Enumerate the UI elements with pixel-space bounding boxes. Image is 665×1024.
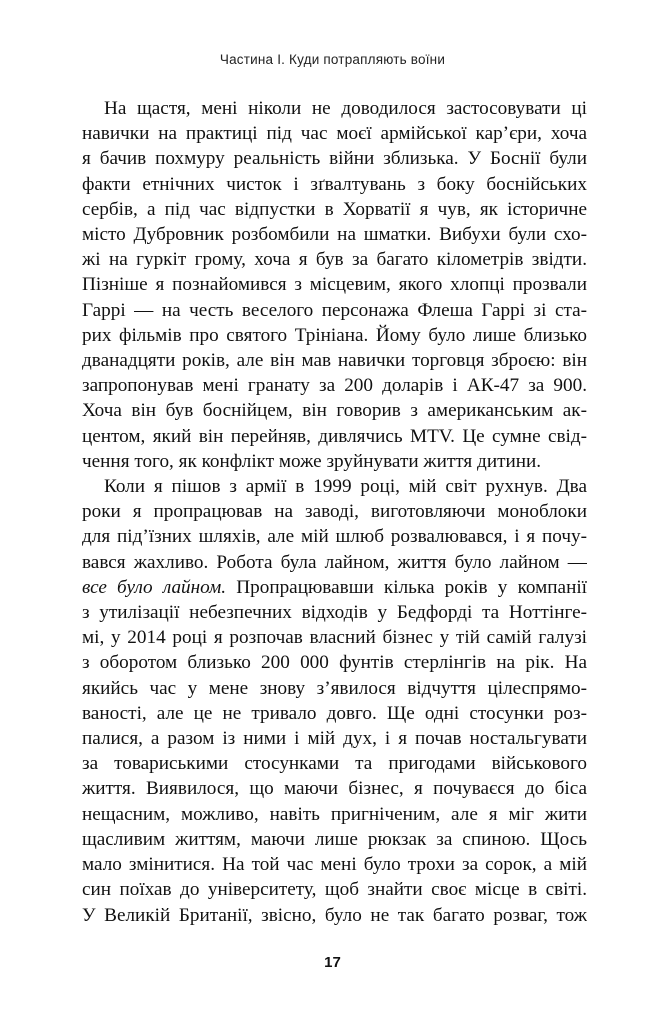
paragraph-1: [82, 96, 587, 474]
text-line: На щастя, мені ніколи не доводилося застосовувати ці: [104, 98, 587, 119]
text-line: вався жахливо. Робота була лайном, життя було лайном —: [82, 551, 587, 573]
text-line: факти етнічних чисток і зґвалтувань з боку боснійських: [82, 173, 587, 195]
text-line: чення того, як конфлікт може зруйнувати життя дитини.: [82, 450, 542, 472]
text-line: нещасним, можливо, навіть пригніченим, але я міг жити: [82, 803, 587, 825]
text-line-with-italic: [82, 575, 587, 600]
text-line: місто Дубровник розбомбили на шматки. Вибухи були схо-: [82, 224, 587, 246]
text-line: роки я пропрацював на заводі, виготовляючи моноблоки: [82, 501, 587, 523]
text-line: Гаррі — на честь веселого персонажа Флеша Гаррі зі ста-: [82, 299, 587, 321]
text-line: запропонував мені гранату за 200 доларів і АК-47 за 900.: [82, 375, 587, 397]
body-text: [82, 96, 587, 928]
text-line: сербів, а під час відпустки в Хорватії я чув, як історичне: [82, 198, 587, 220]
text-line-rest: Пропрацювавши кілька років у компанії: [226, 576, 587, 598]
text-line: рих фільмів про святого Трініана. Йому було лише близько: [82, 324, 587, 346]
text-line: з оборотом близько 200 000 фунтів стерлінгів на рік. На: [82, 652, 587, 674]
text-line: життя. Виявилося, що маючи бізнес, я почуваєся до біса: [82, 778, 587, 800]
text-line: з утилізації небезпечних відходів у Бедфорді та Ноттінге-: [82, 602, 587, 624]
text-line: якийсь час у мене знову з’явилося відчуття цілеспрямо-: [82, 677, 587, 699]
text-line: ваності, але це не тривало довго. Ще одні стосунки роз-: [82, 702, 587, 724]
text-line: палися, а разом із ними і мій дух, і я почав ностальгувати: [82, 728, 587, 750]
text-line: мі, у 2014 році я розпочав власний бізнес у тій самій галузі: [82, 627, 587, 649]
text-line: жі на гуркіт грому, хоча я був за багато кілометрів звідти.: [82, 249, 587, 271]
text-line: мало змінитися. На той час мені було трохи за сорок, а мій: [82, 854, 587, 876]
text-line: дванадцяти років, але він мав навички торговця зброєю: він: [82, 350, 587, 372]
text-line: син поїхав до університету, щоб знайти своє місце в світі.: [82, 879, 587, 901]
text-line: за товариськими стосунками та пригодами військового: [82, 753, 587, 775]
text-line: центом, який він перейняв, дивлячись MTV. Це сумне свід-: [82, 425, 587, 447]
text-line: для під’їзних шляхів, але мій шлюб розвалювався, і я почу-: [82, 526, 587, 548]
text-line: щасливим життям, маючи лише рюкзак за спиною. Щось: [82, 828, 587, 850]
page-number: 17: [324, 954, 341, 971]
text-line: У Великій Британії, звісно, було не так багато розваг, тож: [82, 904, 587, 926]
paragraph-2: [82, 474, 587, 928]
text-line: навички на практиці під час моєї армійської кар’єри, хоча: [82, 123, 587, 145]
running-header: Частина І. Куди потрапляють воїни: [219, 52, 446, 67]
text-line: Пізніше я познайомився з місцевим, якого хлопці прозвали: [82, 274, 587, 296]
text-line: Хоча він був боснійцем, він говорив з американським ак-: [82, 400, 587, 422]
text-line: Коли я пішов з армії в 1999 році, мій світ рухнув. Два: [104, 476, 587, 498]
italic-phrase: все було лайном.: [82, 576, 227, 598]
text-line: я бачив похмуру реальність війни зблизька. У Боснії були: [82, 148, 587, 170]
